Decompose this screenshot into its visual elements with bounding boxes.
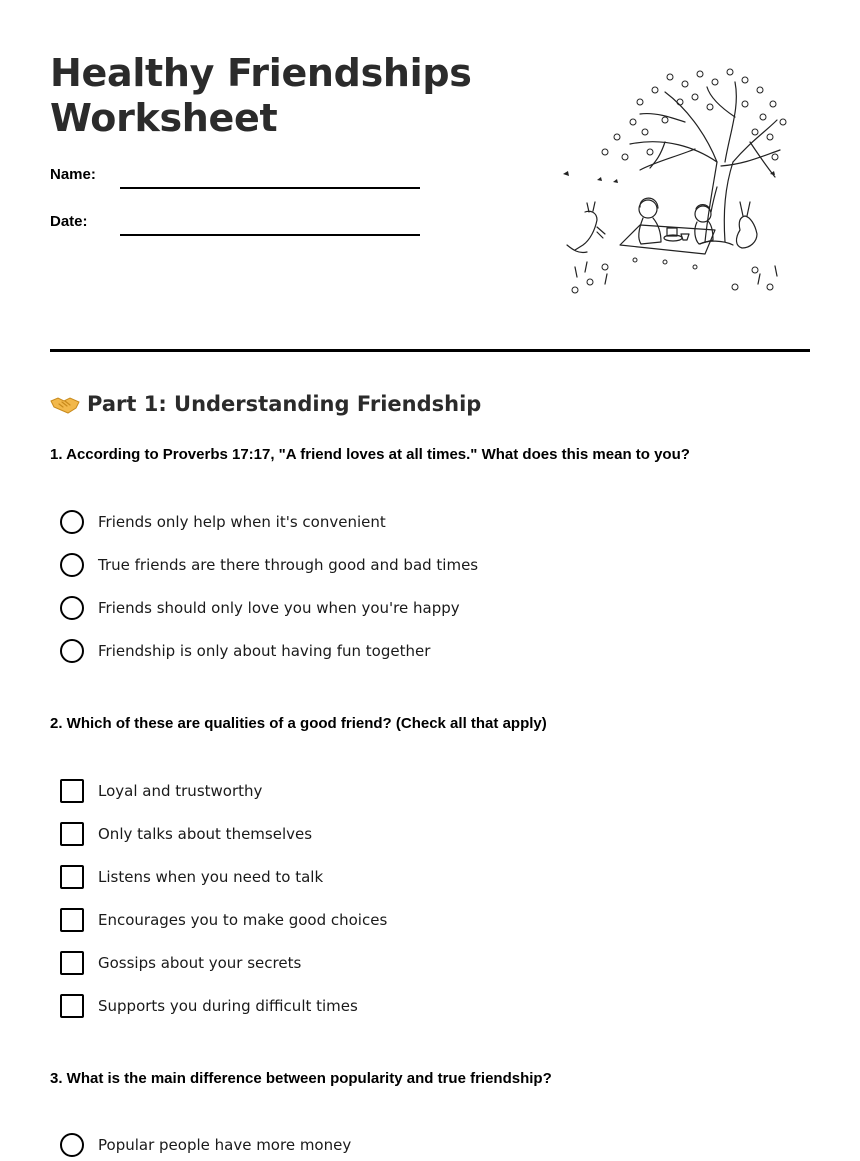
checkbox[interactable]	[60, 908, 84, 932]
worksheet-title: Healthy Friendships Worksheet	[50, 51, 472, 140]
option-label: Loyal and trustworthy	[98, 782, 263, 800]
date-label: Date:	[50, 213, 88, 230]
option-label: Listens when you need to talk	[98, 868, 324, 886]
q2-option-1[interactable]	[60, 779, 262, 803]
question-1: 1. According to Proverbs 17:17, "A friend loves at all times." What does this mean to you?	[50, 446, 690, 463]
name-label: Name:	[50, 166, 96, 183]
q2-option-3[interactable]	[60, 865, 323, 889]
option-label: Friends should only love you when you're happy	[98, 599, 460, 617]
radio-button[interactable]	[60, 553, 84, 577]
question-2: 2. Which of these are qualities of a good friend? (Check all that apply)	[50, 715, 547, 732]
q2-option-6[interactable]	[60, 994, 358, 1018]
date-line[interactable]	[120, 234, 420, 236]
option-label: Friendship is only about having fun together	[98, 642, 431, 660]
option-label: Friends only help when it's convenient	[98, 513, 386, 531]
option-label: Popular people have more money	[98, 1136, 352, 1154]
q2-option-4[interactable]	[60, 908, 387, 932]
q2-option-2[interactable]	[60, 822, 312, 846]
checkbox[interactable]	[60, 994, 84, 1018]
section-divider	[50, 349, 810, 352]
q1-option-3[interactable]	[60, 596, 460, 620]
checkbox[interactable]	[60, 779, 84, 803]
q1-option-4[interactable]	[60, 639, 430, 663]
radio-button[interactable]	[60, 596, 84, 620]
friends-picnic-illustration	[545, 62, 790, 307]
name-field	[50, 165, 420, 189]
checkbox[interactable]	[60, 822, 84, 846]
option-label: Encourages you to make good choices	[98, 911, 388, 929]
option-label: Supports you during difficult times	[98, 997, 358, 1015]
q1-option-1[interactable]	[60, 510, 386, 534]
question-3: 3. What is the main difference between popularity and true friendship?	[50, 1070, 552, 1087]
checkbox[interactable]	[60, 951, 84, 975]
radio-button[interactable]	[60, 510, 84, 534]
name-line[interactable]	[120, 187, 420, 189]
q3-option-1[interactable]	[60, 1133, 351, 1157]
radio-button[interactable]	[60, 1133, 84, 1157]
handshake-icon	[50, 392, 80, 416]
option-label: Gossips about your secrets	[98, 954, 302, 972]
radio-button[interactable]	[60, 639, 84, 663]
date-field	[50, 212, 420, 236]
part1-title	[50, 388, 481, 420]
option-label: Only talks about themselves	[98, 825, 313, 843]
option-label: True friends are there through good and bad times	[98, 556, 479, 574]
q1-option-2[interactable]	[60, 553, 478, 577]
part1-title-text: Part 1: Understanding Friendship	[87, 392, 482, 416]
checkbox[interactable]	[60, 865, 84, 889]
q2-option-5[interactable]	[60, 951, 301, 975]
